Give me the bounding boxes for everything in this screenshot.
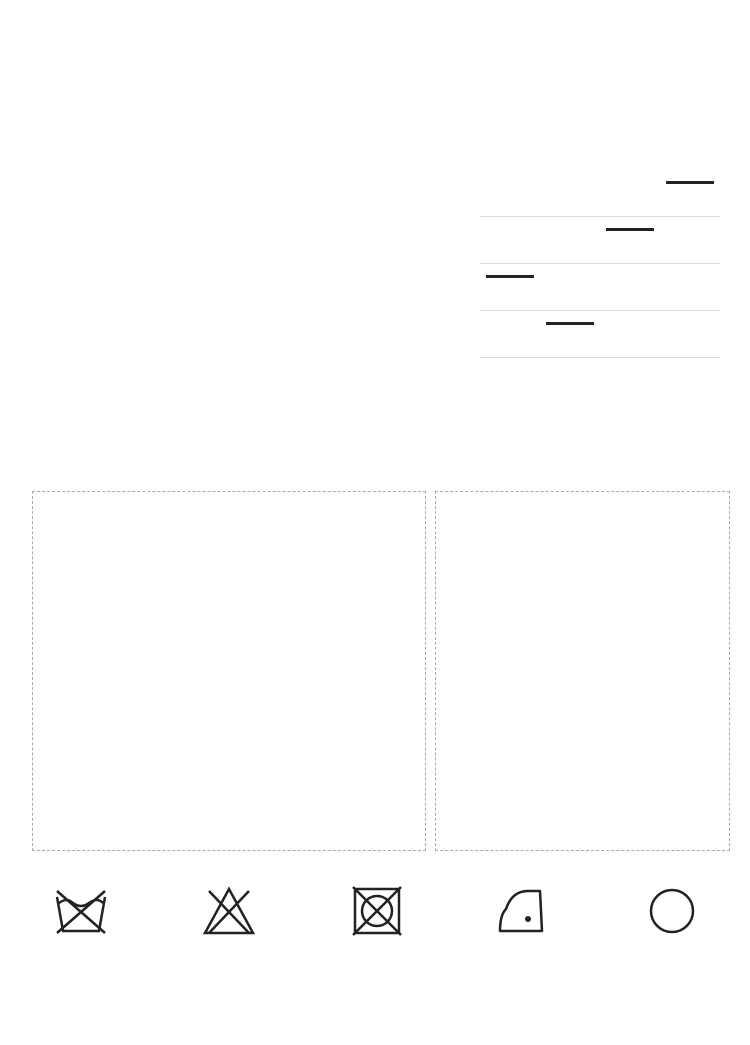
care-dry-clean [617,885,727,951]
care-iron [466,885,586,951]
spec-options [480,321,720,358]
spec-options [480,274,720,311]
spec-row [410,180,720,220]
spec-options [480,227,720,264]
spec-row [410,321,720,361]
washing-box [32,491,426,851]
spec-row [410,227,720,267]
dry-clean-p-icon [644,885,700,937]
care-no-bleach [174,885,284,951]
care-no-wash [26,885,136,951]
no-wash-icon [53,885,109,937]
no-bleach-icon [201,885,257,937]
storage-box [435,491,730,851]
iron-icon [496,885,556,937]
spec-row [410,274,720,314]
no-tumble-dry-icon [349,885,405,937]
care-no-tumble-dry [322,885,432,951]
spec-options [480,180,720,217]
